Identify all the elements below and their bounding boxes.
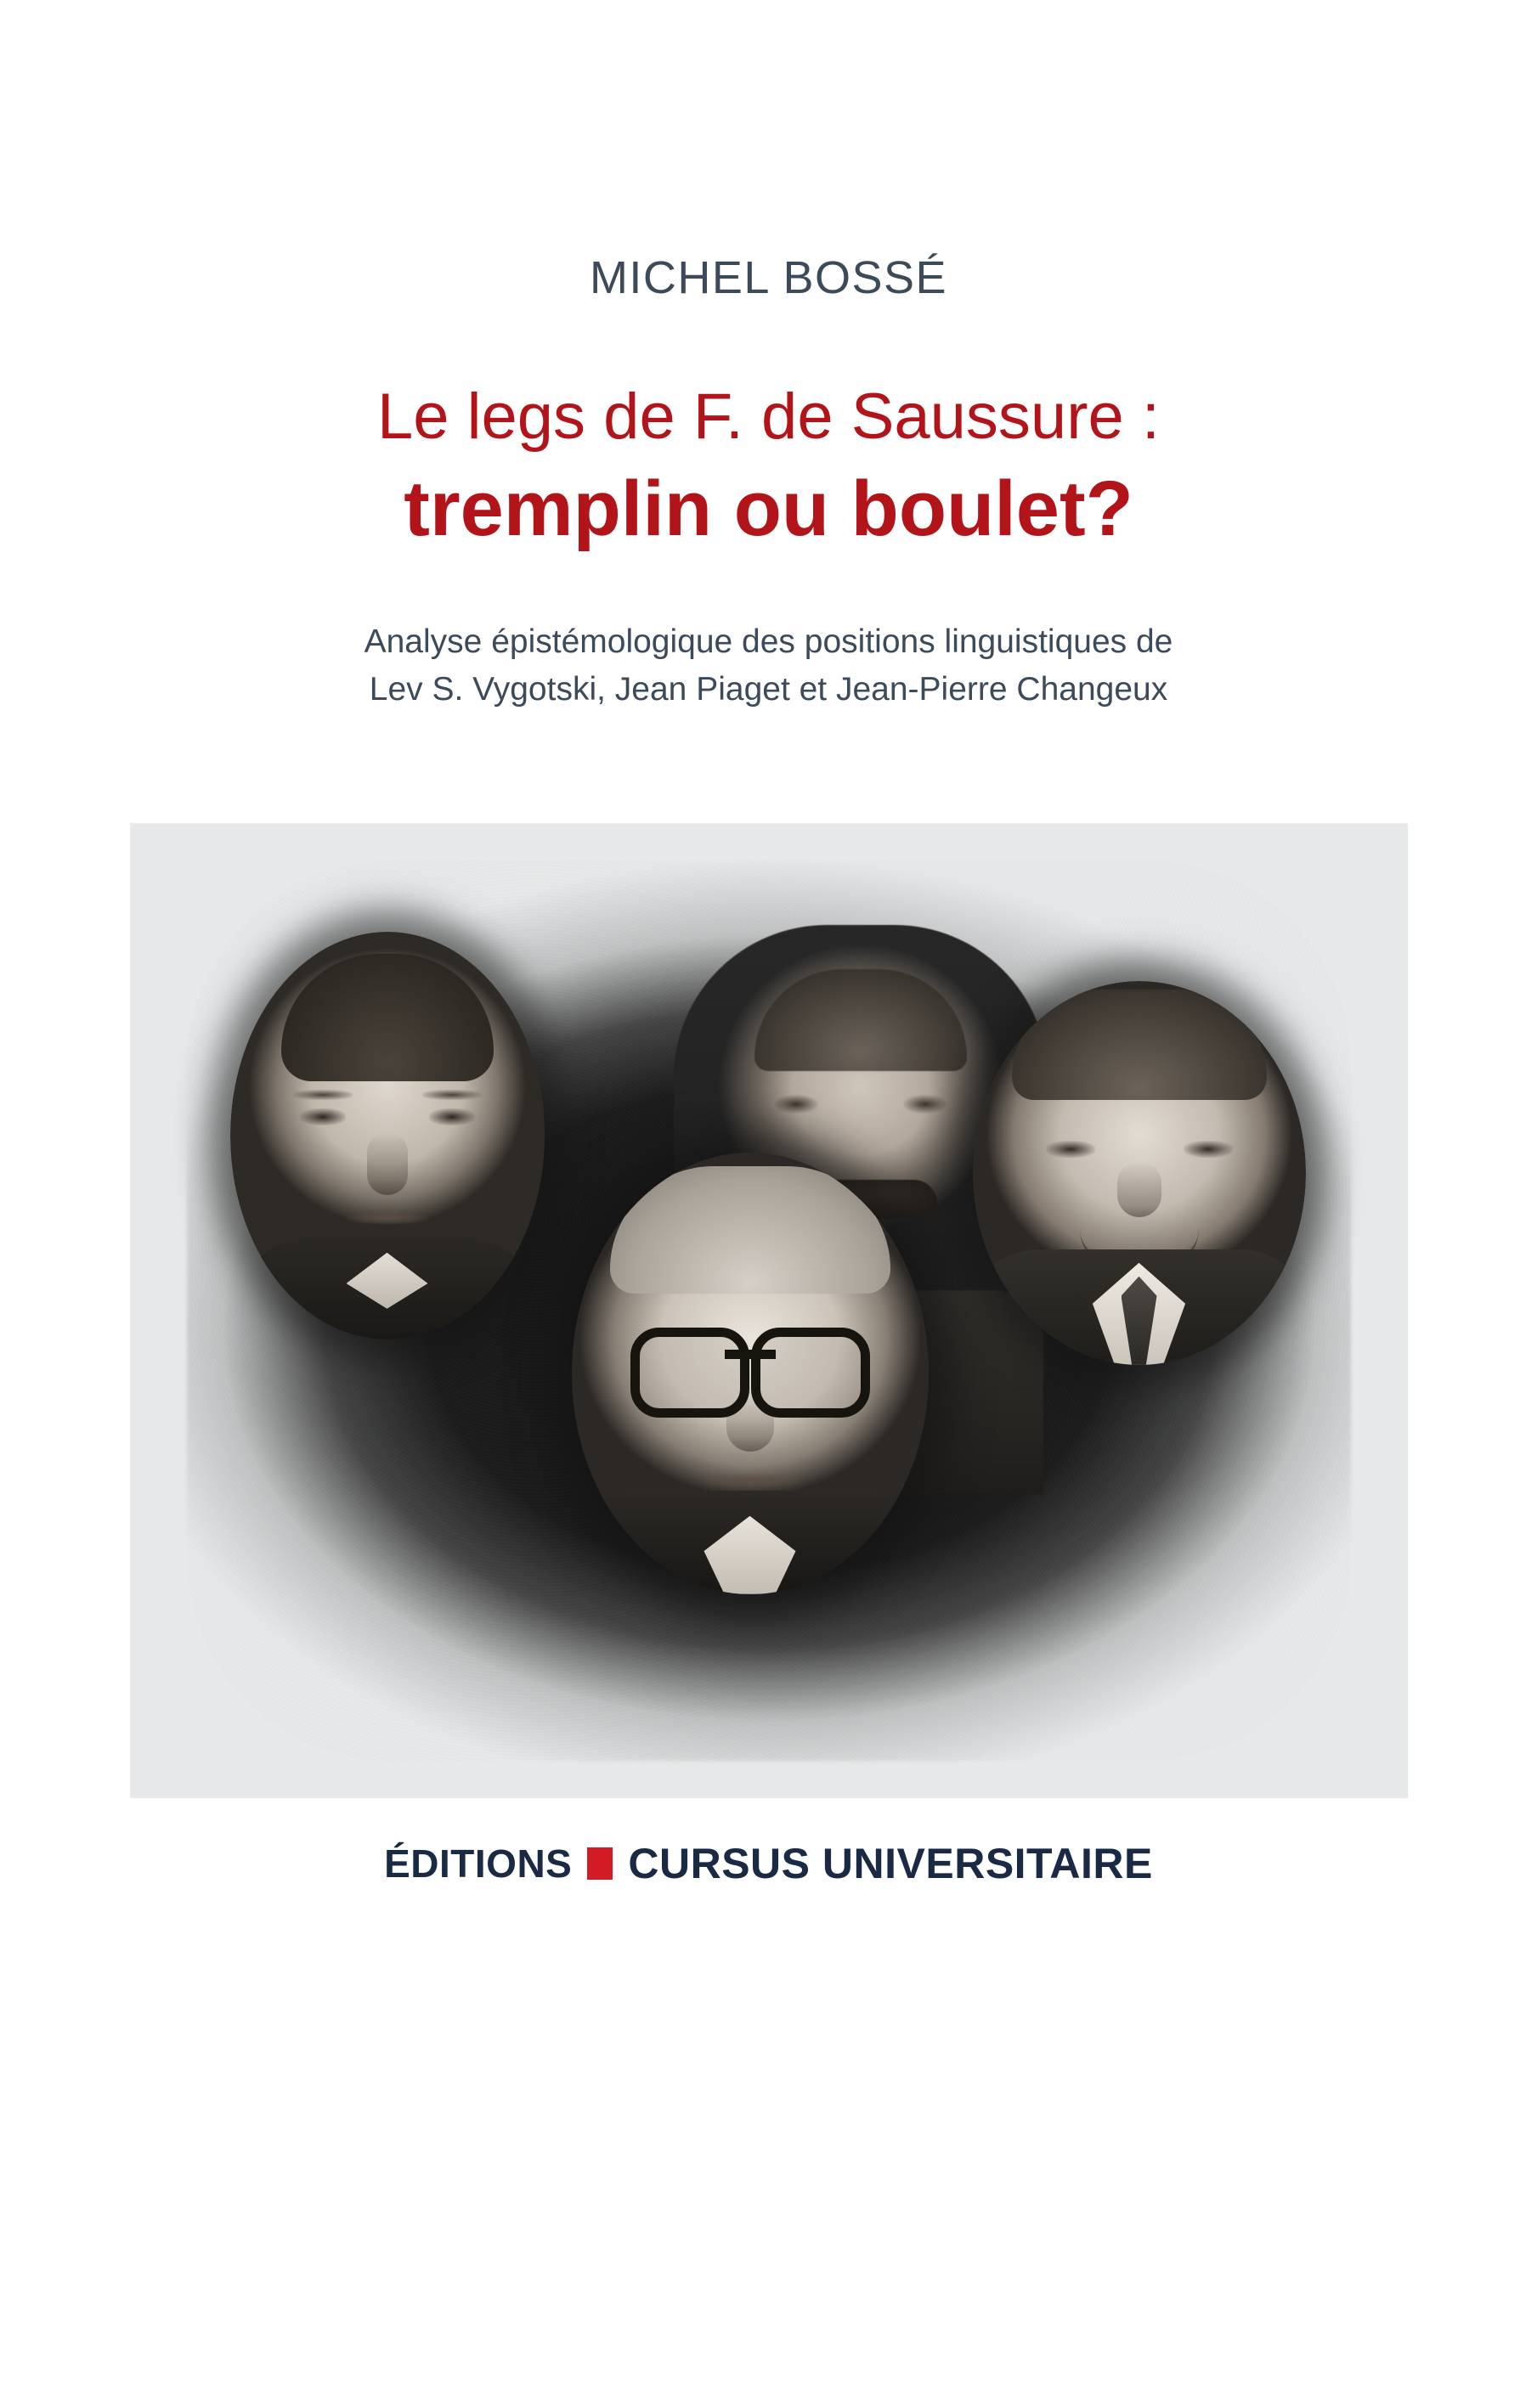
- author-name: MICHEL BOSSÉ: [589, 252, 948, 303]
- vygotski-nose: [367, 1132, 408, 1195]
- publisher-logo: [384, 1839, 1153, 1888]
- changeux-nose: [1117, 1161, 1161, 1217]
- changeux-eye-left: [1046, 1141, 1095, 1158]
- portrait-changeux: [973, 981, 1306, 1365]
- publisher-prefix: ÉDITIONS: [384, 1841, 573, 1886]
- saussure-eye-left: [774, 1095, 818, 1114]
- publisher-name: CURSUS UNIVERSITAIRE: [628, 1839, 1153, 1887]
- piaget-lens-left: [630, 1328, 749, 1418]
- subtitle-line-2: Lev S. Vygotski, Jean Piaget et Jean-Pierre Changeux: [369, 671, 1168, 708]
- changeux-hair: [1012, 990, 1267, 1100]
- portrait-vygotski: [230, 932, 545, 1339]
- subtitle-line-1: Analyse épistémologique des positions linguistiques de: [364, 623, 1173, 660]
- piaget-glasses: [630, 1328, 870, 1401]
- saussure-eye-right: [903, 1095, 947, 1114]
- vygotski-brow-left: [293, 1090, 353, 1100]
- piaget-mouth: [700, 1474, 800, 1487]
- vygotski-mouth: [347, 1212, 428, 1224]
- publisher-square-icon: [587, 1847, 613, 1880]
- portrait-piaget: [572, 1153, 929, 1594]
- title-line-2: tremplin ou boulet?: [404, 465, 1133, 553]
- vygotski-hair: [281, 954, 494, 1081]
- saussure-hair: [754, 969, 967, 1071]
- vygotski-eye-left: [300, 1108, 346, 1125]
- title-block: [174, 381, 1364, 555]
- title-line-1: Le legs de F. de Saussure :: [376, 381, 1161, 453]
- piaget-lens-right: [751, 1328, 870, 1418]
- changeux-eye-right: [1184, 1141, 1233, 1158]
- cover-photo: [130, 823, 1408, 1798]
- vygotski-eye-right: [429, 1108, 475, 1125]
- vygotski-brow-right: [422, 1090, 482, 1100]
- subtitle: [217, 618, 1321, 714]
- piaget-glasses-bridge: [725, 1350, 776, 1359]
